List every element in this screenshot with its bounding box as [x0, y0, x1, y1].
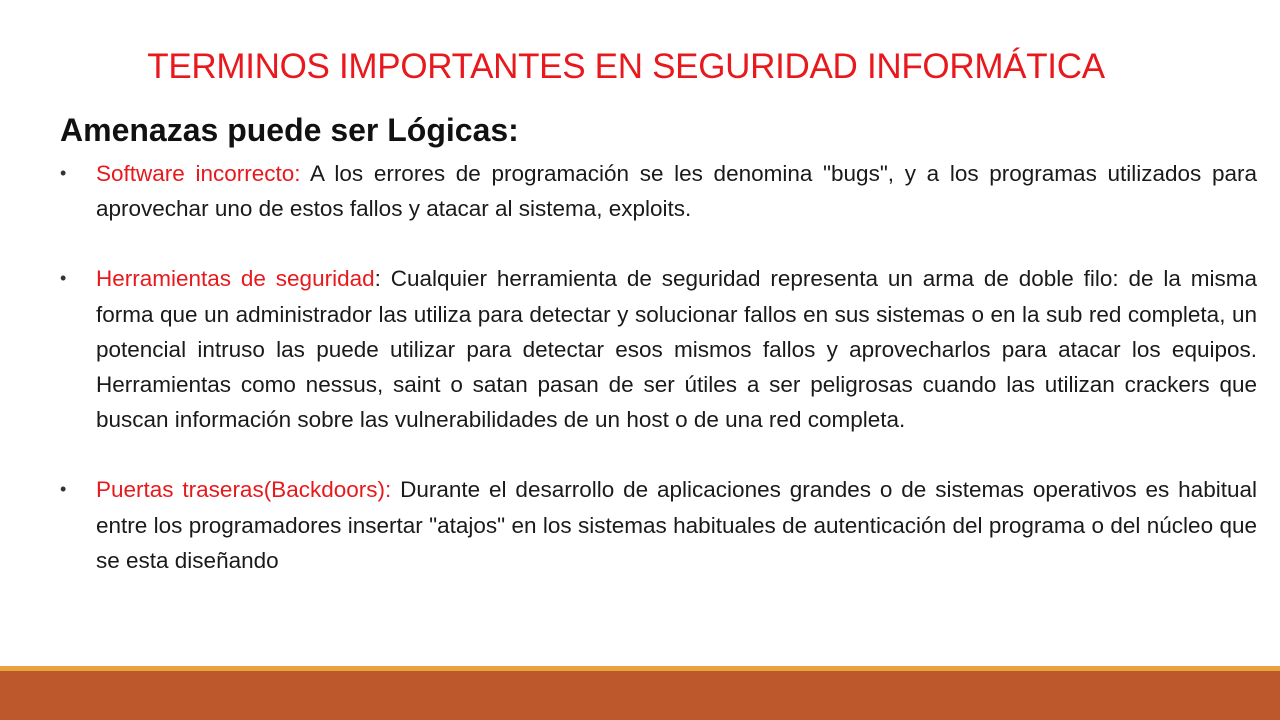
bullet-term: Puertas traseras(Backdoors):: [96, 477, 392, 503]
bullet-icon: •: [60, 268, 67, 289]
bullet-text: Durante el desarrollo de aplicaciones grandes o de sistemas operativos es habitual entre los programadores insertar "atajos" en los sistemas habituales de autenticación del programa o del núcleo que se esta diseñando: [96, 477, 1257, 573]
bullet-icon: •: [60, 479, 67, 500]
bullet-text: : Cualquier herramienta de seguridad representa un arma de doble filo: de la misma forma que un administrador las utiliza para detectar y solucionar fallos en sus sistemas o en la sub red completa, un potencial intruso las puede utilizar para detectar esos mismos fallos y aprovecharlos para atacar los equipos. Herramientas como nessus, saint o satan pasan de ser útiles a ser peligrosas cuando las utilizan crackers que buscan información sobre las vulnerabilidades de un host o de una red completa.: [96, 266, 1257, 433]
slide-title: TERMINOS IMPORTANTES EN SEGURIDAD INFORMÁTICA: [147, 47, 1105, 86]
bullet-item-puertas-traseras: [60, 472, 1257, 578]
bullet-list: [60, 156, 1257, 613]
bullet-icon: •: [60, 163, 67, 183]
bullet-item-software-incorrecto: [60, 156, 1257, 226]
bullet-term: Software incorrecto:: [96, 161, 301, 186]
section-subtitle: Amenazas puede ser Lógicas:: [60, 112, 519, 148]
bullet-term: Herramientas de seguridad: [96, 266, 375, 292]
footer-bar: [0, 671, 1280, 720]
bullet-item-herramientas-de-seguridad: [60, 261, 1257, 437]
bullet-text: A los errores de programación se les denomina "bugs", y a los programas utilizados para aprovechar uno de estos fallos y atacar al sistema, exploits.: [96, 161, 1257, 222]
